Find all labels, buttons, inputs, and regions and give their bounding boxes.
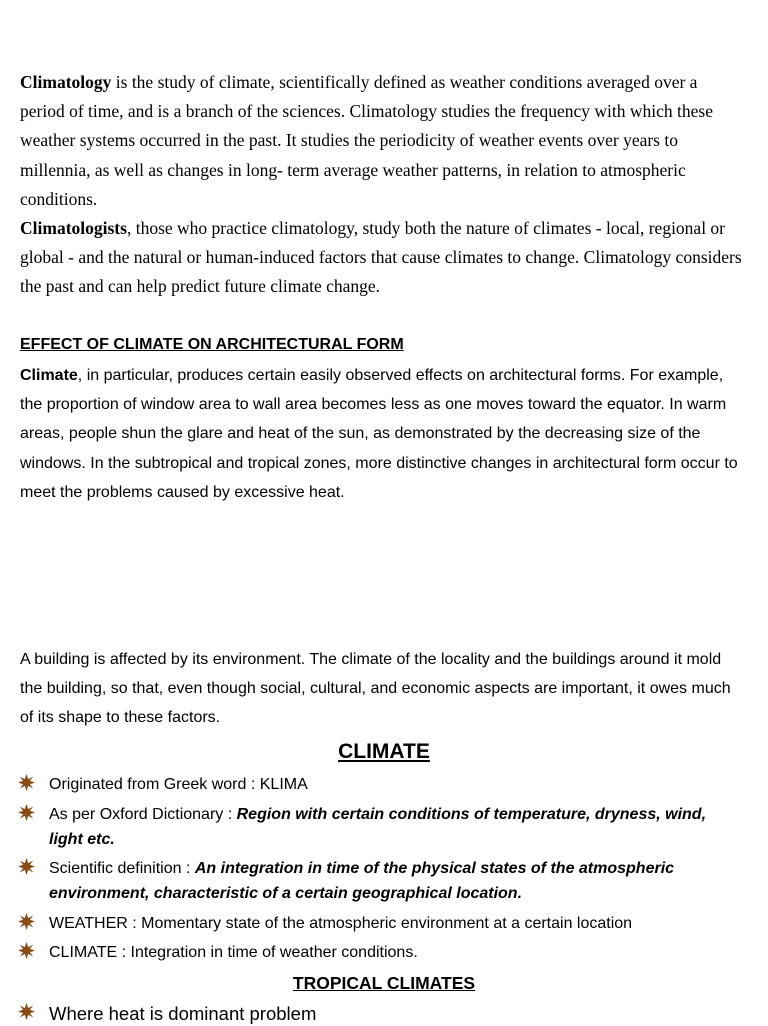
star-burst-icon [18, 913, 35, 930]
effect-paragraph [20, 361, 746, 507]
term-climatology: Climatology [20, 72, 112, 92]
star-burst-icon [18, 942, 35, 959]
term-climatologists: Climatologists [20, 218, 127, 239]
bullet-text: As per Oxford Dictionary : Region with certain conditions of temperature, dryness, wind, light etc. [49, 806, 707, 848]
bullet-text: Originated from Greek word : KLIMA [49, 776, 308, 793]
effect-heading: EFFECT OF CLIMATE ON ARCHITECTURAL FORM [20, 336, 404, 353]
bullet-text: WEATHER : Momentary state of the atmospheric environment at a certain location [49, 915, 633, 932]
building-paragraph: A building is affected by its environment. The climate of the locality and the buildings around it mold the building, so that, even though social, cultural, and economic aspects are important, it owes much of its shape to these factors. [20, 651, 731, 727]
intro-text-2: , those who practice climatology, study both the nature of climates - local, regional or global - and the natural or human-induced factors that cause climates to change. Climatology considers the past and can help predict future climate change. [20, 218, 742, 297]
bullet-text: Where heat is dominant problem [49, 1003, 317, 1024]
bullet-text: CLIMATE : Integration in time of weather conditions. [49, 944, 418, 961]
tropical-heading: TROPICAL CLIMATES [292, 973, 476, 993]
star-burst-icon [18, 858, 35, 875]
star-burst-icon [18, 774, 35, 791]
climate-heading: CLIMATE [338, 740, 430, 763]
star-burst-icon [18, 804, 35, 821]
star-burst-icon [18, 1003, 35, 1020]
intro-text-1: is the study of climate, scientifically defined as weather conditions averaged over a period of time, and is a branch of the sciences. Climatology studies the frequency with which these weather systems occurred in the past. It studies the periodicity of weather events over years to millennia, as well as changes in long- term average weather patterns, in relation to atmospheric conditions. [20, 72, 714, 209]
effect-text: , in particular, produces certain easily observed effects on architectural forms. For example, the proportion of window area to wall area becomes less as one moves toward the equator. In warm areas, people shun the glare and heat of the sun, as demonstrated by the decreasing size of the windows. In the subtropical and tropical zones, more distinctive changes in architectural form occur to meet the problems caused by excessive heat. [20, 367, 738, 501]
term-climate: Climate [20, 367, 78, 384]
bullet-text: Scientific definition : An integration in time of the physical states of the atmospheric environment, characteristic of a certain geographical location. [49, 860, 675, 902]
intro-paragraph [20, 68, 746, 302]
